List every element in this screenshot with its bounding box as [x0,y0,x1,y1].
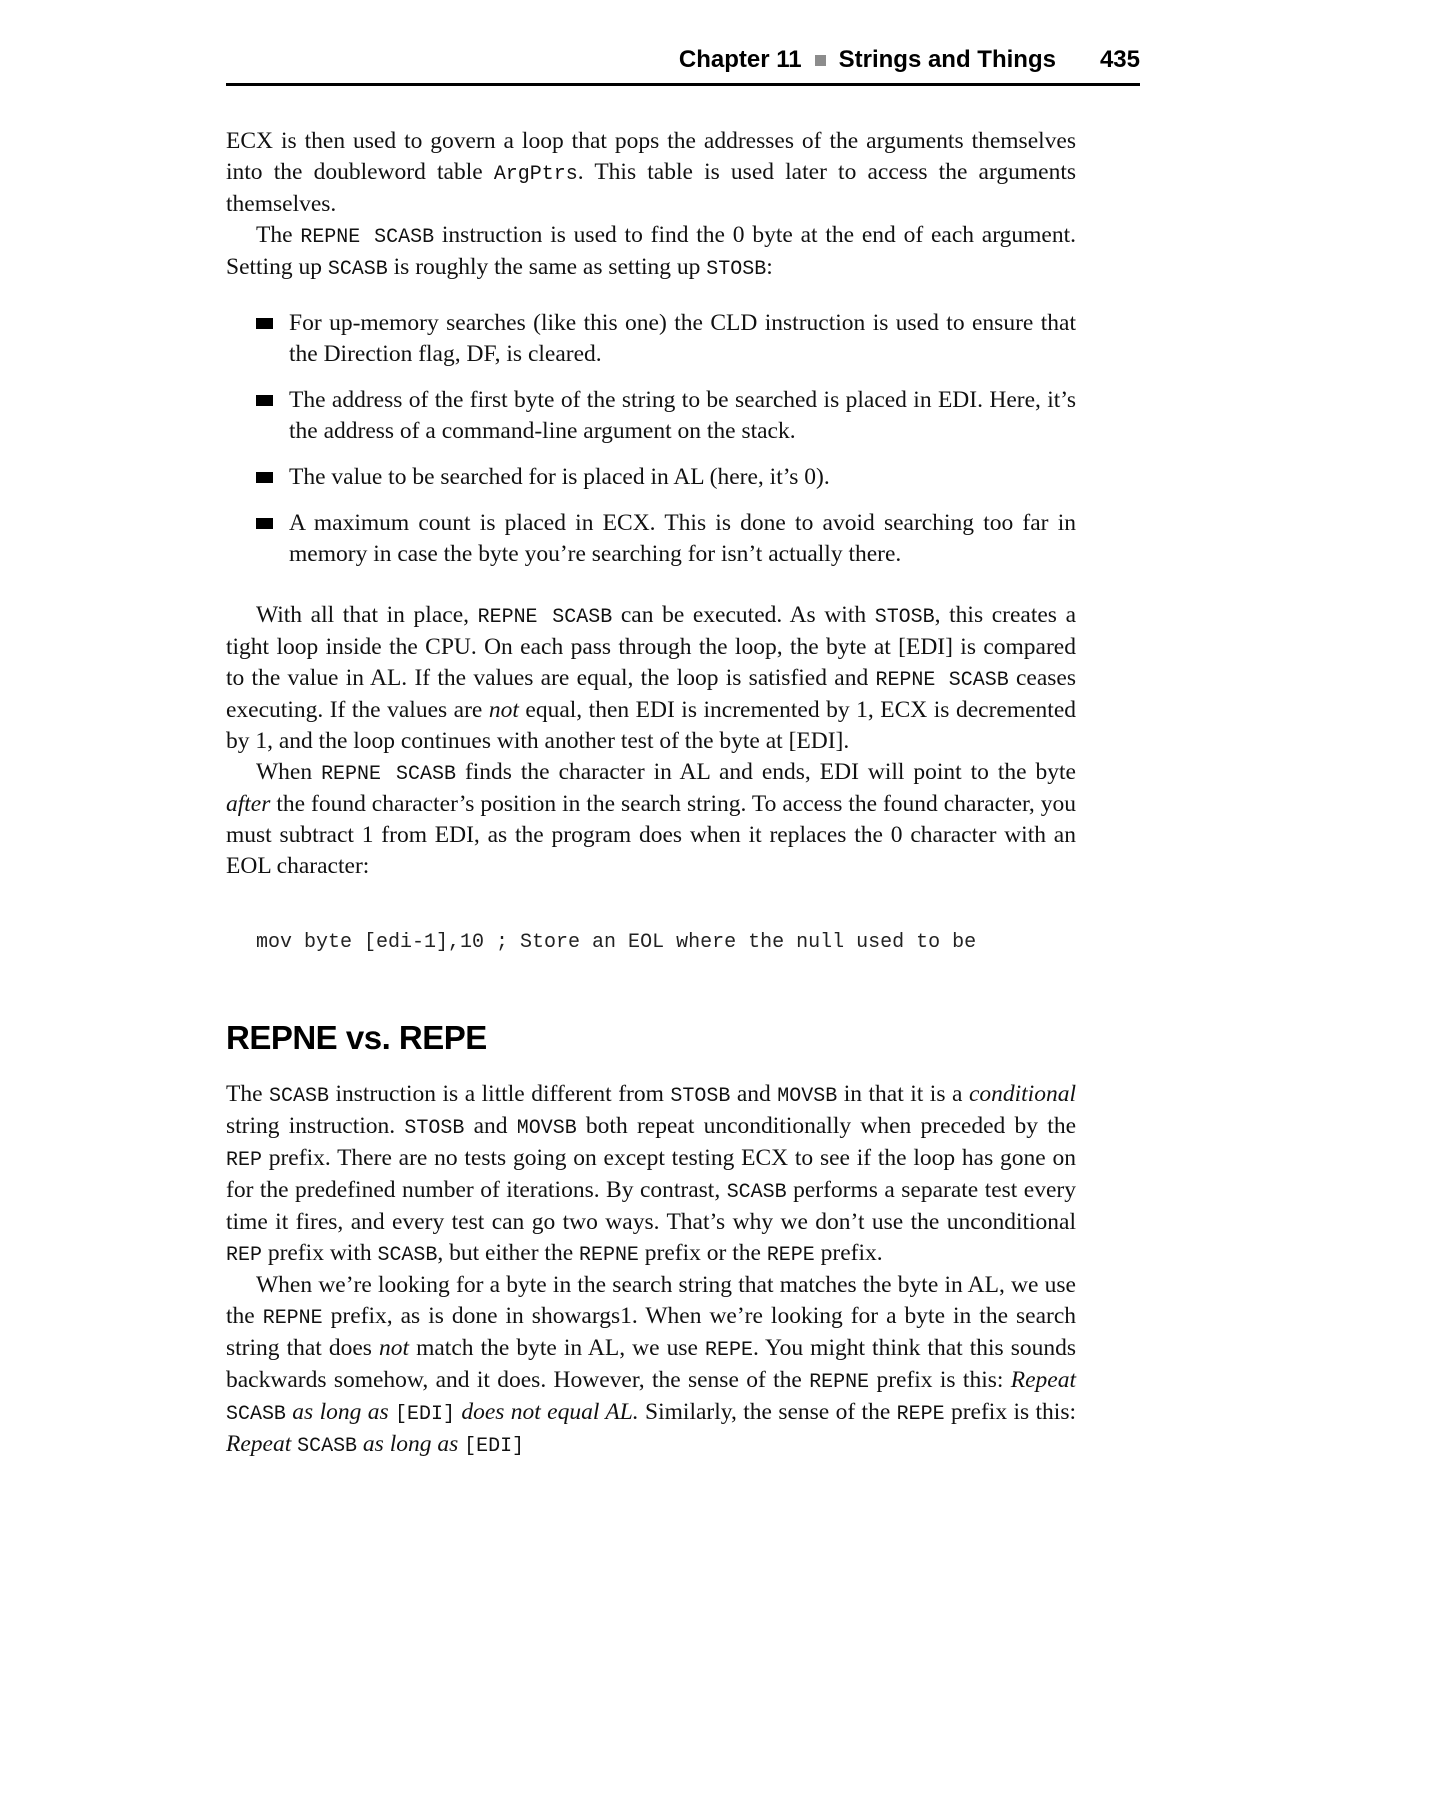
text-run: The [256,222,301,248]
bullet-text [289,462,1076,493]
text-run: ceases executing. If the values are [226,665,1076,723]
text-run: prefix is this: [869,1367,1011,1393]
italic-run: as long as [357,1431,465,1457]
text-run: finds the character in AL and ends, EDI will point to the byte [455,759,1076,785]
page-number: 435 [1099,46,1140,73]
text-run: both repeat unconditionally when preceded by the [576,1113,1076,1139]
italic-run: not [488,697,519,723]
code-run: STOSB [404,1116,465,1139]
paragraph [226,757,1076,882]
bullet-text [289,385,1076,447]
code-run: SCASB [726,1180,787,1203]
text-run: When we’re looking for a byte in the search string that matches the byte in AL, we use the [226,1272,1076,1329]
text-run: instruction is a little different from [328,1081,671,1107]
italic-run: Repeat [226,1431,298,1457]
bullet-text [289,508,1076,570]
text-run: performs a separate test every time it fires, and every test can go two ways. That’s why we don’t use the unconditional [226,1177,1076,1235]
text-run: is roughly the same as setting up [387,254,707,280]
page-body [226,126,1076,1461]
bullet-list [226,308,1076,570]
code-run: STOSB [670,1084,731,1107]
text-run: , but either the [437,1240,579,1266]
section-heading: REPNE vs. REPE [226,1019,487,1056]
code-run: REPNE SCASB [477,605,613,628]
text-run: The [226,1081,270,1107]
running-head [226,46,1140,86]
bullet-item [256,508,1076,570]
text-run: in that it is a [837,1081,969,1107]
code-run: REP [226,1148,262,1171]
text-run: . You might think that this sounds backwards somehow, and it does. However, the sense of the [226,1335,1077,1393]
code-run: REPE [766,1243,815,1266]
code-run: SCASB [226,1402,286,1425]
text-column [226,46,1140,1461]
italic-run: does not equal AL. [454,1399,639,1425]
running-head-chapter: Chapter 11 [678,46,802,73]
code-run: STOSB [874,605,935,628]
paragraph [226,1270,1076,1461]
square-bullet-icon [256,318,273,329]
text-run: A maximum count is placed in ECX. This is done to avoid searching too far in memory in case the byte you’re searching for isn’t actually there. [289,510,1076,567]
code-block: mov byte [edi-1],10 ; Store an EOL where the null used to be [256,931,977,954]
text-run: For up-memory searches (like this one) the CLD instruction is used to ensure that the Direction flag, DF, is cleared. [289,310,1076,367]
text-run: string instruction. [226,1113,405,1139]
code-run: SCASB [269,1084,329,1107]
bullet-text [289,308,1076,370]
paragraph [226,220,1076,284]
code-run: MOVSB [516,1116,577,1139]
paragraph [226,600,1076,757]
code-run: REPNE [809,1370,870,1393]
code-run: REPNE [262,1306,323,1329]
text-run: With all that in place, [256,602,478,628]
italic-run: Repeat [1010,1367,1076,1393]
paragraph [226,126,1076,220]
bullet-item [256,385,1076,447]
text-run: prefix. [814,1240,883,1266]
code-run: [EDI] [395,1402,455,1425]
code-run: STOSB [706,257,767,280]
text-run: instruction is used to find the 0 byte at the end of each argument. Setting up [226,222,1076,280]
text-run: , this creates a tight loop inside the CPU. On each pass through the loop, the byte at [EDI] is compared to the value in AL. If the values are equal, the loop is satisfied and [226,602,1076,691]
text-run: : [766,254,773,280]
text-run: prefix. There are no tests going on except testing ECX to see if the loop has gone on for the predefined number of iterations. By contrast, [226,1145,1076,1203]
text-run: The value to be searched for is placed in AL (here, it’s 0). [289,464,830,490]
square-separator-icon [815,55,826,66]
bullet-item [256,462,1076,493]
code-run: SCASB [327,257,388,280]
text-run: The address of the first byte of the string to be searched is placed in EDI. Here, it’s the address of a command-line argument on the stack. [289,387,1076,444]
code-run: REPNE SCASB [875,668,1009,691]
text-run: prefix is this: [944,1399,1076,1425]
code-run: SCASB [297,1434,358,1457]
code-run: REPE [705,1338,753,1361]
italic-run: conditional [968,1081,1076,1107]
text-run: can be executed. As with [612,602,875,628]
text-run: prefix with [261,1240,378,1266]
square-bullet-icon [256,472,273,483]
text-run: ECX is then used to govern a loop that pops the addresses of the arguments themselves into the doubleword table [226,128,1076,185]
italic-run: as long as [285,1399,396,1425]
header-rule [226,83,1140,86]
code-run: REPNE SCASB [300,225,435,248]
square-bullet-icon [256,395,273,406]
text-run: and [464,1113,517,1139]
code-run: [EDI] [464,1434,525,1457]
italic-run: not [379,1335,410,1361]
code-run: REPE [896,1402,945,1425]
bullet-item [256,308,1076,370]
code-run: REPNE SCASB [321,762,456,785]
running-head-title: Strings and Things [838,46,1056,73]
text-run: and [730,1081,778,1107]
text-run: the found character’s position in the search string. To access the found character, you must subtract 1 from EDI, as the program does when it replaces the 0 character with an EOL character: [226,791,1076,879]
text-run: prefix or the [638,1240,767,1266]
code-run: SCASB [377,1243,438,1266]
paragraph [226,1079,1076,1270]
text-run: prefix, as is done in showargs1. When we’re looking for a byte in the search string that does [226,1303,1077,1361]
text-run: equal, then EDI is incremented by 1, ECX is decremented by 1, and the loop continues with another test of the byte at [EDI]. [226,697,1076,754]
text-run: When [256,759,322,785]
text-run: match the byte in AL, we use [409,1335,705,1361]
code-run: REP [226,1243,262,1266]
square-bullet-icon [256,518,273,529]
text-run: Similarly, the sense of the [638,1399,897,1425]
text-run: . This table is used later to access the arguments themselves. [226,159,1076,217]
running-head-line [226,46,1140,74]
code-run: ArgPtrs [493,162,578,185]
code-run: MOVSB [777,1084,838,1107]
code-run: REPNE [579,1243,639,1266]
italic-run: after [226,791,271,817]
